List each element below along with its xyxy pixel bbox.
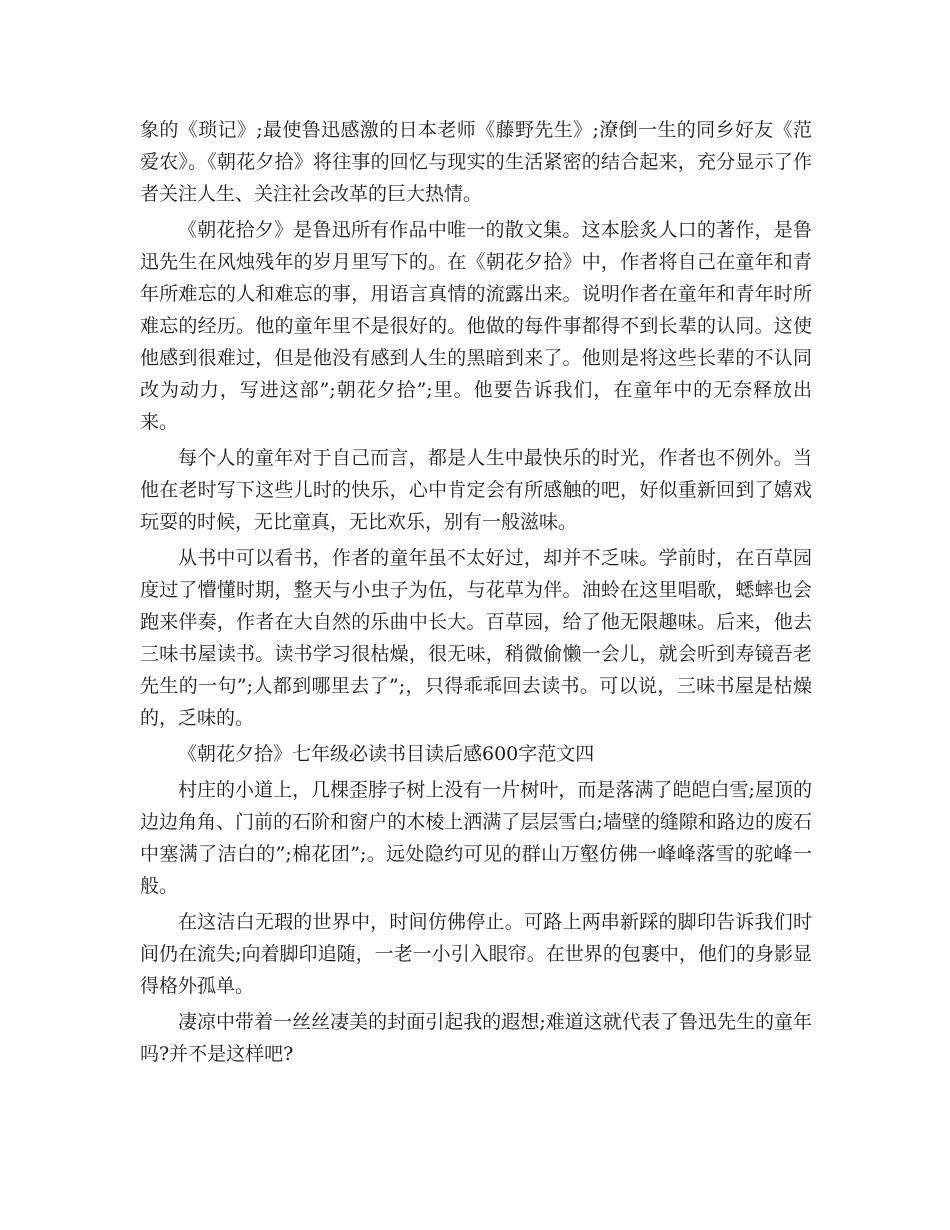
paragraph-6: 村庄的小道上，几棵歪脖子树上没有一片树叶，而是落满了皑皑白雪;屋顶的边边角角、门前的石阶和窗户的木棱上洒满了层层雪白;墙壁的缝隙和路边的废石中塞满了洁白的”;棉花团”;。远处隐约可见的群山万壑仿佛一峰峰落雪的驼峰一般。: [140, 779, 812, 897]
paragraph-8: 凄凉中带着一丝丝凄美的封面引起我的遐想;难道这就代表了鲁迅先生的童年吗?并不是这样吧?: [140, 1011, 812, 1065]
paragraph-3: 每个人的童年对于自己而言，都是人生中最快乐的时光，作者也不例外。当他在老时写下这些儿时的快乐，心中肯定会有所感触的吧，好似重新回到了嬉戏玩耍的时候，无比童真，无比欢乐，别有一般滋味。: [140, 447, 812, 533]
paragraph-2: 《朝花拾夕》是鲁迅所有作品中唯一的散文集。这本脍炙人口的著作，是鲁迅先生在风烛残年的岁月里写下的。在《朝花夕拾》中，作者将自己在童年和青年所难忘的人和难忘的事，用语言真情的流露出来。说明作者在童年和青年时所难忘的经历。他的童年里不是很好的。他做的每件事都得不到长辈的认同。这使他感到很难过，但是他没有感到人生的黑暗到来了。他则是将这些长辈的不认同改为动力，写进这部”;朝花夕拾”;里。他要告诉我们，在童年中的无奈释放出来。: [140, 219, 812, 433]
paragraph-1: 象的《琐记》;最使鲁迅感激的日本老师《藤野先生》;潦倒一生的同乡好友《范爱农》。《朝花夕拾》将往事的回忆与现实的生活紧密的结合起来，充分显示了作者关注人生、关注社会改革的巨大热情。: [140, 119, 812, 205]
paragraph-7: 在这洁白无瑕的世界中，时间仿佛停止。可路上两串新踩的脚印告诉我们时间仍在流失;向着脚印追随，一老一小引入眼帘。在世界的包裹中，他们的身影显得格外孤单。: [140, 911, 812, 997]
document-body: [140, 114, 812, 1074]
section-heading: 《朝花夕拾》七年级必读书目读后感600字范文四: [178, 743, 595, 765]
paragraph-4: 从书中可以看书，作者的童年虽不太好过，却并不乏味。学前时，在百草园度过了懵懂时期，整天与小虫子为伍，与花草为伴。油蛉在这里唱歌，蟋蟀也会跑来伴奏，作者在大自然的乐曲中长大。百草园，给了他无限趣味。后来，他去三味书屋读书。读书学习很枯燥，很无味，稍微偷懒一会儿，就会听到寿镜吾老先生的一句”;人都到哪里去了”;，只得乖乖回去读书。可以说，三味书屋是枯燥的，乏味的。: [140, 547, 812, 729]
